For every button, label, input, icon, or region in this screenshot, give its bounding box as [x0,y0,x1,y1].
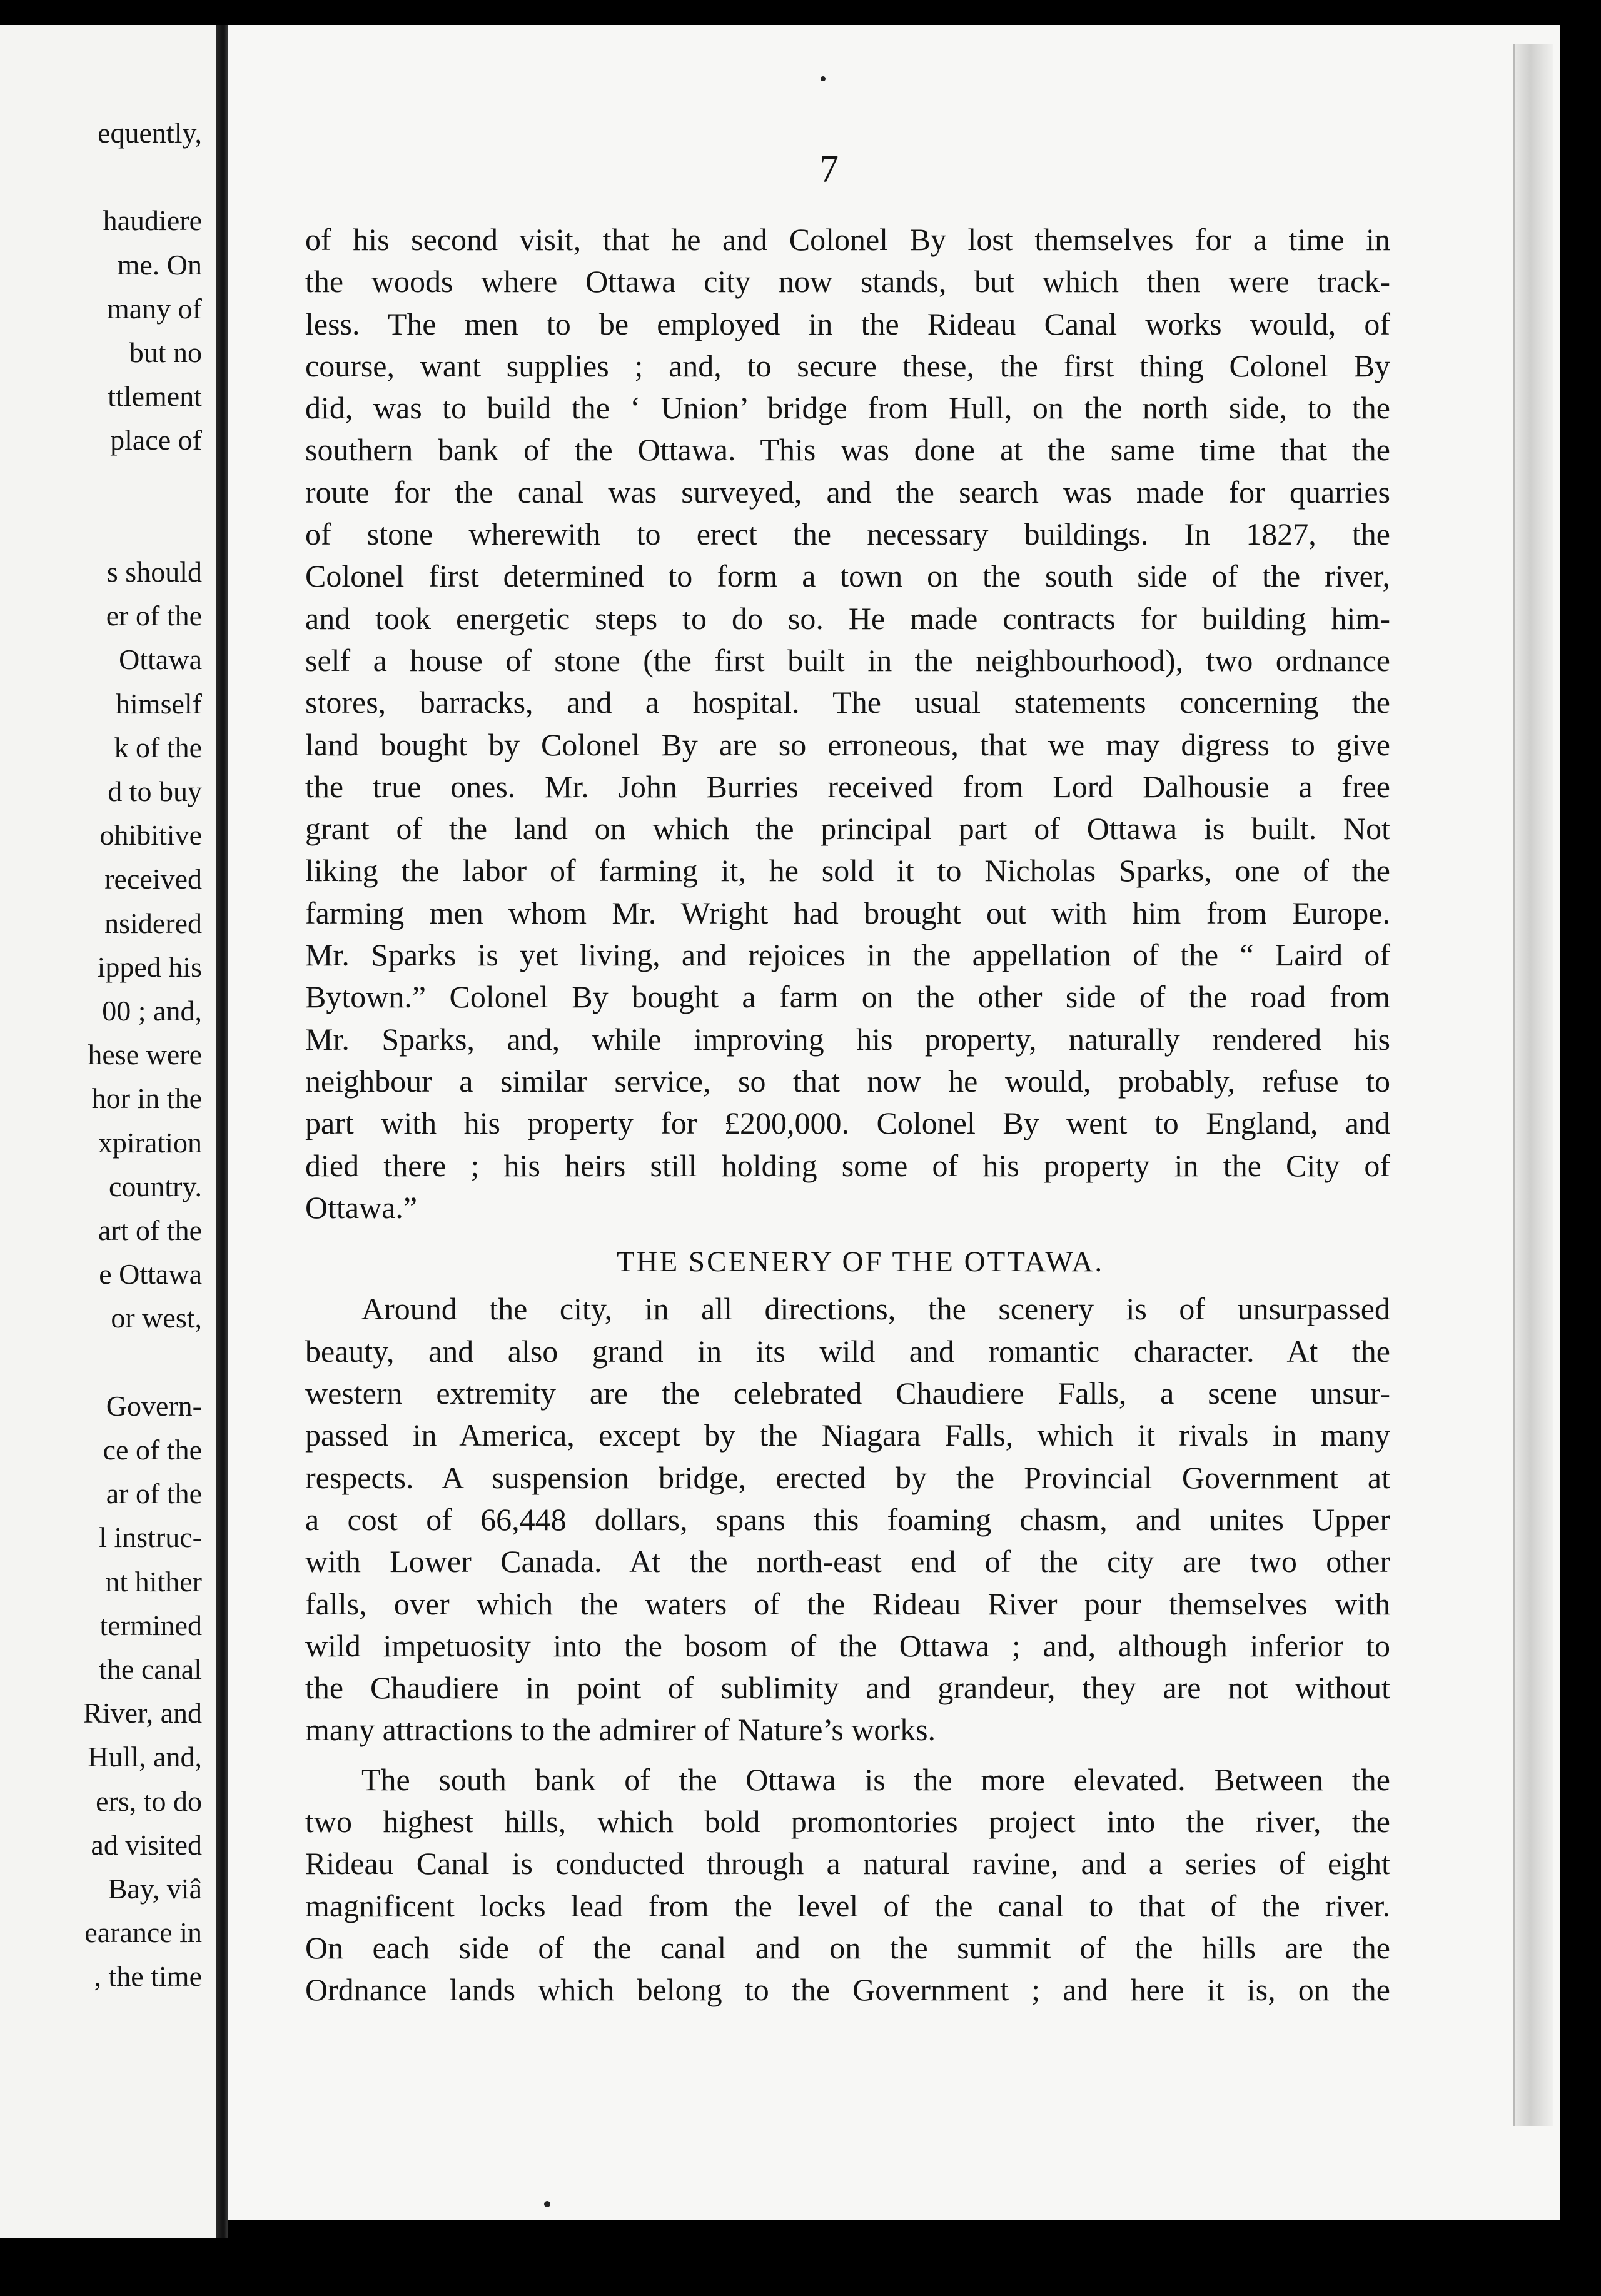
left-page-line: Bay, viâ [108,1873,202,1905]
left-page-line: Govern- [106,1389,202,1422]
left-page-line: River, and [83,1697,202,1730]
text-line: On each side of the canal and on the summit of the hills are the [305,1930,1390,1965]
left-page-line: hese were [88,1039,202,1071]
left-page-line: hor in the [91,1082,202,1115]
section-heading: THE SCENERY OF THE OTTAWA. [616,1246,1104,1279]
text-line: magnificent locks lead from the level of the canal to that of the river. [305,1888,1390,1923]
text-line: many attractions to the admirer of Nature’s works. [305,1712,936,1748]
left-page-line: earance in [84,1916,202,1949]
left-page-line: or west, [111,1302,202,1334]
left-page-line: ohibitive [99,819,202,852]
text-line: died there ; his heirs still holding some of his property in the City of [305,1147,1390,1183]
left-page-line: the canal [99,1653,202,1685]
text-line: beauty, and also grand in its wild and romantic character. At the [305,1333,1390,1369]
left-page-line: me. On [117,248,202,281]
text-line: land bought by Colonel By are so erroneous, that we may digress to give [305,727,1390,762]
left-page-line: haudiere [103,204,202,237]
text-line: The south bank of the Ottawa is the more elevated. Between the [361,1761,1390,1797]
page-number: 7 [819,148,839,191]
left-page-line: er of the [106,600,202,632]
left-page-line: 00 ; and, [102,995,202,1027]
page-edge-stack [1513,44,1553,2126]
text-line: farming men whom Mr. Wright had brought out with him from Europe. [305,895,1390,930]
text-line: Rideau Canal is conducted through a natural ravine, and a series of eight [305,1846,1390,1881]
left-page-line: s should [106,556,202,588]
scan-speck [821,76,826,81]
left-page-line: xpiration [98,1126,202,1159]
text-line: the Chaudiere in point of sublimity and grandeur, they are not without [305,1670,1390,1706]
paragraph-continuation [305,219,1390,1229]
text-line: route for the canal was surveyed, and the search was made for quarries [305,474,1390,510]
text-line: Mr. Sparks, and, while improving his property, naturally rendered his [305,1021,1390,1057]
left-page-line: country. [108,1170,202,1202]
left-page-line: himself [116,687,202,720]
text-line: Mr. Sparks is yet living, and rejoices in the appellation of the “ Laird of [305,937,1390,973]
book-gutter [216,25,228,2238]
text-line: two highest hills, which bold promontories project into the river, the [305,1803,1390,1839]
left-page-line: nsidered [104,907,202,939]
text-line: stores, barracks, and a hospital. The usual statements concerning the [305,685,1390,720]
text-line: grant of the land on which the principal part of Ottawa is built. Not [305,811,1390,847]
left-page-line: d to buy [108,775,202,807]
text-line: less. The men to be employed in the Rideau Canal works would, of [305,306,1390,341]
left-page-line: Ottawa [119,643,202,676]
left-page-line: but no [129,336,202,368]
text-line: western extremity are the celebrated Chaudiere Falls, a scene unsur- [305,1376,1390,1411]
paragraph-south-bank [305,1759,1390,2012]
page-body [305,219,1390,2011]
left-page-line: Hull, and, [88,1741,202,1773]
text-line: falls, over which the waters of the Rideau River pour themselves with [305,1586,1390,1621]
left-page-line: equently, [98,117,202,149]
text-line: Ottawa.” [305,1189,418,1225]
text-line: Ordnance lands which belong to the Government ; and here it is, on the [305,1972,1390,2008]
left-page-line: received [104,863,202,895]
text-line: liking the labor of farming it, he sold it to Nicholas Sparks, one of the [305,853,1390,889]
text-line: self a house of stone (the first built in the neighbourhood), two ordnance [305,642,1390,678]
left-page-line: nt hither [105,1565,202,1598]
left-page-line: e Ottawa [99,1258,202,1291]
text-line: course, want supplies ; and, to secure these, the first thing Colonel By [305,348,1390,383]
text-line: Bytown.” Colonel By bought a farm on the other side of the road from [305,979,1390,1015]
text-line: of his second visit, that he and Colonel By lost themselves for a time in [305,222,1390,257]
paragraph-scenery [305,1288,1390,1751]
left-page-line: , the time [94,1960,202,1993]
text-line: respects. A suspension bridge, erected by the Provincial Government at [305,1459,1390,1495]
left-facing-page [0,25,216,2238]
left-page-line: ar of the [106,1478,202,1510]
left-page-line: ce of the [103,1434,202,1466]
left-page-line: place of [110,424,202,456]
left-page-line: k of the [114,731,202,763]
text-line: passed in America, except by the Niagara Falls, which it rivals in many [305,1417,1390,1453]
scan-speck [544,2201,550,2207]
text-line: did, was to build the ‘ Union’ bridge from Hull, on the north side, to the [305,390,1390,426]
text-line: with Lower Canada. At the north-east end of the city are two other [305,1544,1390,1579]
text-line: of stone wherewith to erect the necessary buildings. In 1827, the [305,516,1390,552]
left-page-line: ad visited [91,1828,202,1861]
text-line: a cost of 66,448 dollars, spans this foaming chasm, and unites Upper [305,1501,1390,1537]
text-line: wild impetuosity into the bosom of the Ottawa ; and, although inferior to [305,1628,1390,1663]
text-line: and took energetic steps to do so. He made contracts for building him- [305,600,1390,636]
left-page-line: many of [106,292,202,325]
left-page-line: art of the [98,1214,202,1246]
text-line: southern bank of the Ottawa. This was done at the same time that the [305,432,1390,468]
left-page-line: l instruc- [99,1521,202,1554]
text-line: Colonel first determined to form a town on the south side of the river, [305,558,1390,594]
text-line: part with his property for £200,000. Colonel By went to England, and [305,1105,1390,1141]
text-line: the true ones. Mr. John Burries received from Lord Dalhousie a free [305,768,1390,804]
left-page-line: termined [99,1609,202,1641]
left-page-line: ers, to do [96,1785,202,1817]
text-line: the woods where Ottawa city now stands, but which then were track- [305,264,1390,300]
text-line: Around the city, in all directions, the scenery is of unsurpassed [361,1291,1390,1327]
left-page-line: ipped his [97,950,202,983]
text-line: neighbour a similar service, so that now he would, probably, refuse to [305,1063,1390,1099]
left-page-line: ttlement [108,380,202,413]
